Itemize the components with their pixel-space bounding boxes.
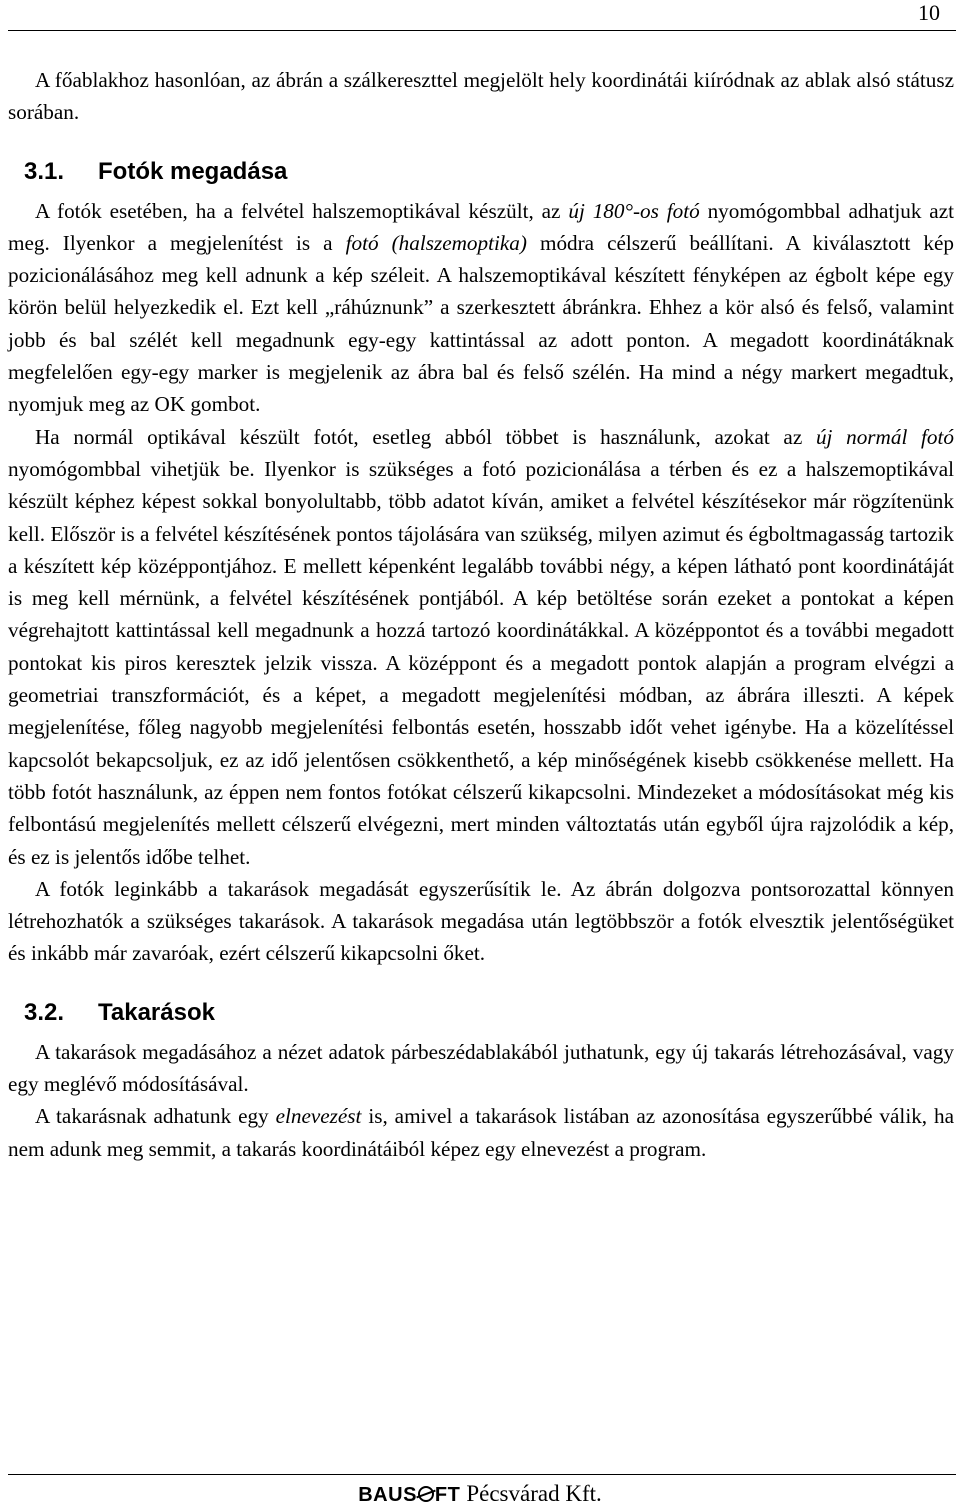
text-run: A takarásnak adhatunk egy [35,1104,276,1129]
header-rule [8,30,956,31]
footer [0,1480,960,1509]
section-title: Fotók megadása [98,157,288,185]
text-run: is, amivel a takarások listában az azonosítása egyszerűbbé válik, ha nem adunk meg semmit, a takarás koordinátáiból képez egy elnevezést a program. [8,1104,954,1161]
text-run: Ha normál optikával készült fotót, esetleg abból többet is használunk, azokat az [35,424,816,449]
emphasis: elnevezést [275,1104,362,1129]
text-run: nyomógombbal adhatjuk azt meg. Ilyenkor a megjelenítést is a [8,198,955,255]
paragraph [8,1100,954,1165]
paragraph: A takarások megadásához a nézet adatok párbeszédablakából juthatunk, egy új takarás létrehozásával, vagy egy meglévő módosításával. [8,1039,954,1097]
emphasis: új 180°-os fotó [568,198,700,223]
document-body [8,64,954,1165]
text-run: A fotók esetében, ha a felvétel halszemoptikával készült, az [35,198,569,223]
logo-o-icon [418,1486,434,1502]
footer-rule [8,1474,956,1475]
section-heading-3-2 [8,998,954,1028]
paragraph: A fotók leginkább a takarások megadását egyszerűsítik le. Az ábrán dolgozva pontsorozattal könnyen létrehozhatók a szükséges takarások. A takarások megadása után legtöbbször a fotók elvesztik jelentőségüket és inkább már zavaróak, ezért célszerű kikapcsolni őket. [8,876,954,966]
section-number: 3.1. [24,157,65,185]
page-number: 10 [918,0,940,25]
text-run: módra célszerű beállítani. A kiválasztott kép pozicionálásához meg kell adnunk a kép széleit. A halszemoptikával készített fényképen az égbolt képe egy körön belül helyezkedik el. Ezt kell „ráhúznunk” a szerkesztett ábránkra. Ehhez a kör alsó és felső, valamint jobb és bal szélét kell megadnunk egy-egy kattintással az adott ponton. A megadott koordinátáknak megfelelően egy-egy marker is megjelenik az ábra bal és felső szélén. Ha mind a négy markert megadtuk, nyomjuk meg az OK gombot. [8,230,954,417]
logo-text: BAUS [358,1484,417,1506]
emphasis: új normál fotó [815,424,954,449]
logo-text: FT [434,1484,461,1506]
paragraph [8,195,954,421]
section-title: Takarások [98,998,215,1026]
section-number: 3.2. [24,998,65,1026]
text-run: nyomógombbal vihetjük be. Ilyenkor is szükséges a fotó pozicionálása a térben és ez a halszemoptikával készült képhez képest sokkal bonyolultabb, több adatot kíván, amiket a felvétel készítésekor már rögzítenünk kell. Először is a felvétel készítésének pontos tájolására van szükség, milyen azimut és égboltmagasság tartozik a készített kép középpontjához. E mellett képenként legalább további négy, a képen látható pont koordinátáját is meg kell mérnünk, a felvétel készítésének pontjából. A kép betöltése során ezeket a pontokat a képen végrehajtott kattintással kell megadnunk a hozzá tartozó koordinátákkal. A középpontot és a további megadott pontokat kis piros keresztek jelzik vissza. A középpont és a megadott pontok alapján a program elvégzi a geometriai transzformációt, és a képet, a megadott megjelenítési módban, az ábrára illeszti. A képek megjelenítése, főleg nagyobb megjelenítési felbontás esetén, hosszabb időt vehet igénybe. Ha a közelítéssel kapcsolót bekapcsoljuk, ez az idő jelentősen csökkenthető, a kép minőségének kisebb csökkenése mellett. Ha több fotót használunk, az éppen nem fontos fotókat célszerű kikapcsolni. Mindezeket a módosításokat még kis felbontású megjelenítés mellett célszerű elvégezni, mert minden változtatás után egyből újra rajzolódik a kép, és ez is jelentős időbe telhet. [8,456,954,869]
intro-paragraph: A főablakhoz hasonlóan, az ábrán a szálkereszttel megjelölt hely koordinátái kiíródnak az ablak alsó státusz sorában. [8,68,954,125]
paragraph [8,421,954,873]
emphasis: fotó (halszemoptika) [345,230,527,255]
section-heading-3-1 [8,157,954,187]
company-name: Pécsvárad Kft. [466,1481,602,1506]
company-logo [358,1481,460,1509]
